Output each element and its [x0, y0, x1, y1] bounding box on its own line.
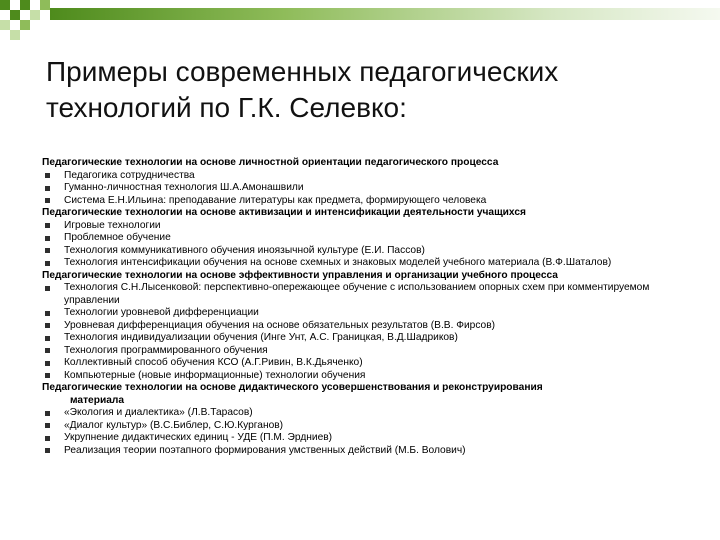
bullet-icon [42, 357, 64, 370]
section-heading: Педагогические технологии на основе дидактического усовершенствования и реконструирования [42, 382, 543, 393]
deco-square [10, 10, 20, 20]
list-item: Реализация теории поэтапного формирования умственных действий (М.Б. Волович) [42, 445, 682, 458]
deco-square [40, 0, 50, 10]
section-heading: Педагогические технологии на основе активизации и интенсификации деятельности учащихся [42, 207, 526, 218]
section-heading: Педагогические технологии на основе личностной ориентации педагогического процесса [42, 157, 499, 168]
list-item: Педагогика сотрудничества [42, 170, 682, 183]
bullet-icon [42, 195, 64, 208]
bullet-icon [42, 282, 64, 307]
list-item: Проблемное обучение [42, 232, 682, 245]
bullet-icon [42, 232, 64, 245]
bullet-icon [42, 345, 64, 358]
bullet-icon [42, 245, 64, 258]
bullet-icon [42, 420, 64, 433]
deco-square [20, 0, 30, 10]
section-heading-continued: материала [70, 394, 125, 406]
bullet-icon [42, 407, 64, 420]
bullet-icon [42, 370, 64, 383]
bullet-icon [42, 170, 64, 183]
list-item: Укрупнение дидактических единиц - УДЕ (П.М. Эрдниев) [42, 432, 682, 445]
bullet-icon [42, 332, 64, 345]
list-item: Технология С.Н.Лысенковой: перспективно-опережающее обучение с использованием опорных схем при комментируемом управлении [42, 282, 682, 307]
bullet-icon [42, 432, 64, 445]
bullet-icon [42, 445, 64, 458]
list-item: Игровые технологии [42, 220, 682, 233]
bullet-icon [42, 307, 64, 320]
section-heading: Педагогические технологии на основе эффективности управления и организации учебного процесса [42, 269, 558, 281]
list-item: Технологии уровневой дифференциации [42, 307, 682, 320]
list-item: «Экология и диалектика» (Л.В.Тарасов) [42, 407, 682, 420]
header-gradient-bar [50, 8, 720, 20]
deco-square [20, 20, 30, 30]
bullet-icon [42, 257, 64, 270]
bullet-icon [42, 182, 64, 195]
list-item: Уровневая дифференциация обучения на основе обязательных результатов (В.В. Фирсов) [42, 320, 682, 333]
slide-title: Примеры современных педагогических технологий по Г.К. Селевко: [46, 56, 559, 123]
list-item: Технология программированного обучения [42, 345, 682, 358]
bullet-icon [42, 320, 64, 333]
deco-square [10, 30, 20, 40]
list-item: Коллективный способ обучения КСО (А.Г.Ривин, В.К.Дьяченко) [42, 357, 682, 370]
header-decoration [0, 0, 720, 40]
list-item: Система Е.Н.Ильина: преподавание литературы как предмета, формирующего человека [42, 195, 682, 208]
bullet-icon [42, 220, 64, 233]
list-item: «Диалог культур» (В.С.Библер, С.Ю.Курганов) [42, 420, 682, 433]
deco-square [0, 20, 10, 30]
list-item: Технология интенсификации обучения на основе схемных и знаковых моделей учебного материала (В.Ф.Шаталов) [42, 257, 682, 270]
list-item: Технология индивидуализации обучения (Инге Унт, А.С. Границкая, В.Д.Шадриков) [42, 332, 682, 345]
slide-content [42, 157, 682, 457]
list-item: Технология коммуникативного обучения иноязычной культуре (Е.И. Пассов) [42, 245, 682, 258]
list-item: Гуманно-личностная технология Ш.А.Амонашвили [42, 182, 682, 195]
deco-square [30, 10, 40, 20]
list-item: Компьютерные (новые информационные) технологии обучения [42, 370, 682, 383]
deco-square [0, 0, 10, 10]
